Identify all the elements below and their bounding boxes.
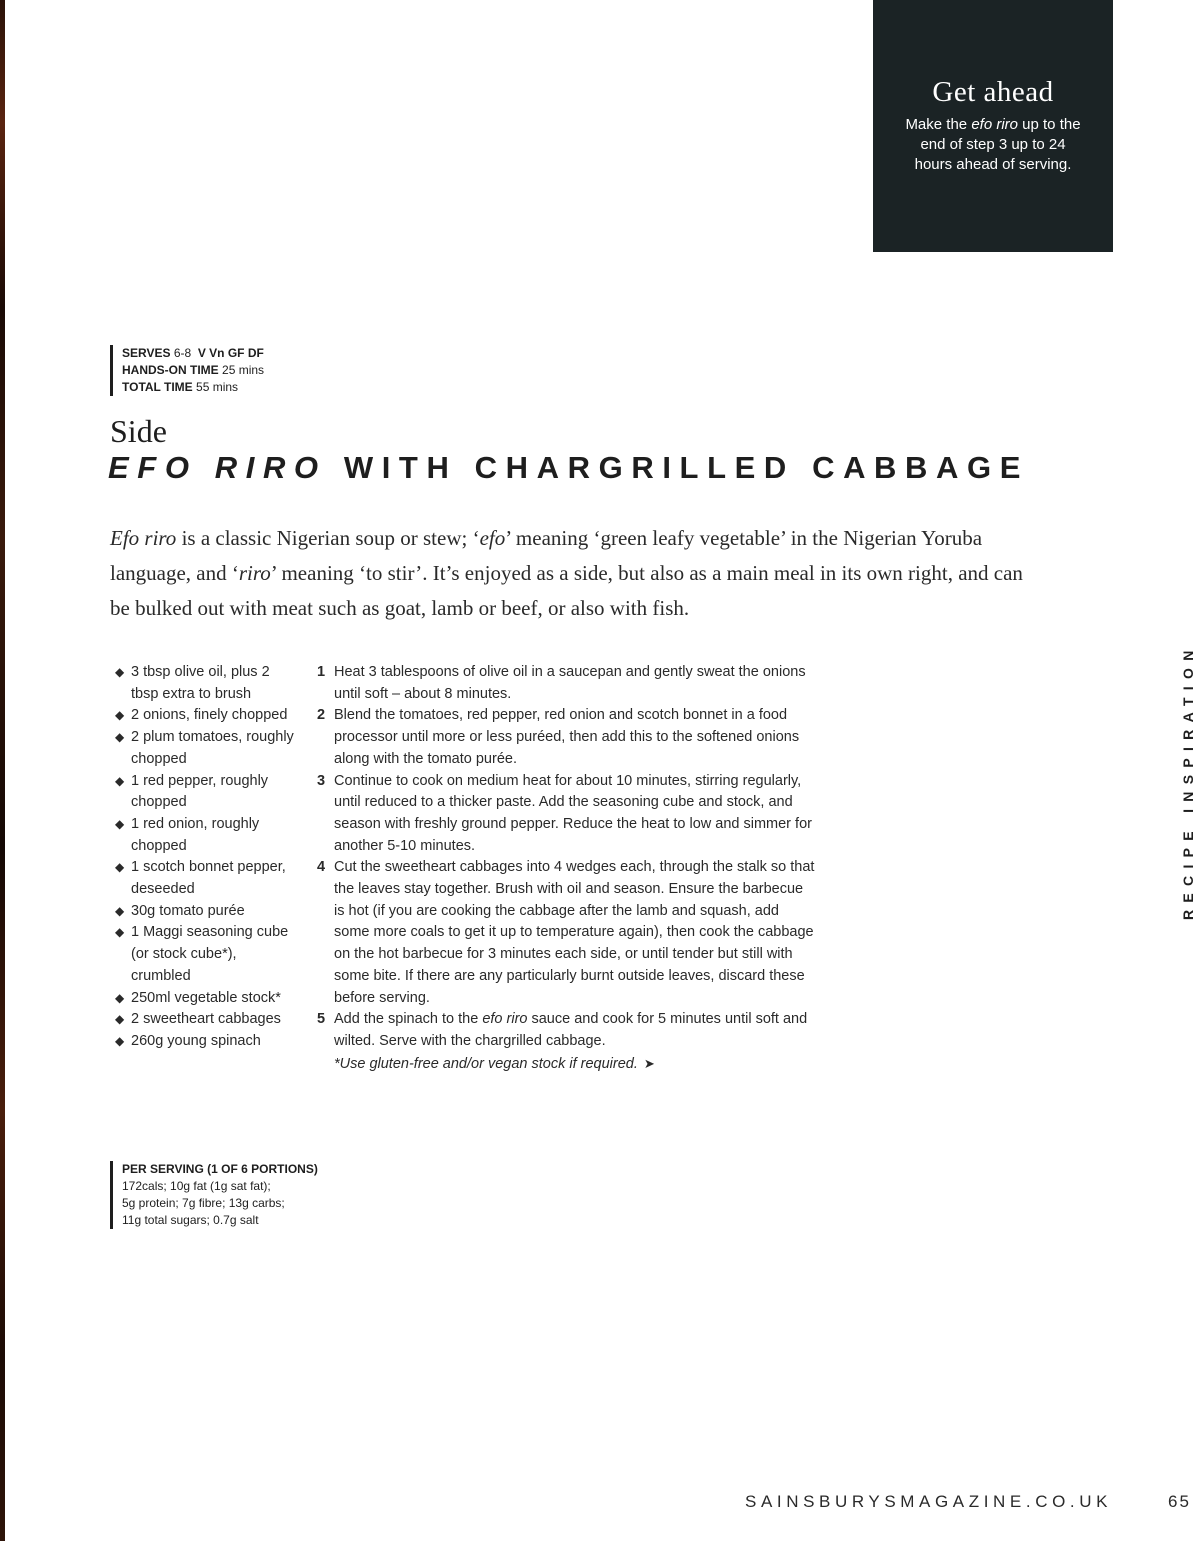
hands-on-line xyxy=(122,362,264,379)
step-text: Heat 3 tablespoons of olive oil in a saucepan and gently sweat the onions until soft – about 8 minutes. xyxy=(334,664,806,702)
recipe-title-rest: WITH CHARGRILLED CABBAGE xyxy=(343,450,1030,485)
step-number: 2 xyxy=(317,707,326,724)
section-label: RECIPE INSPIRATION xyxy=(1180,643,1196,920)
total-time-line xyxy=(122,379,264,396)
footnote-text: *Use gluten-free and/or vegan stock if required. xyxy=(334,1055,638,1072)
get-ahead-body-italic: efo riro xyxy=(971,116,1018,133)
ingredient-item: ◆ 1 red pepper, roughly chopped xyxy=(115,771,300,814)
get-ahead-body xyxy=(873,115,1113,175)
get-ahead-body-post: up to the end of step 3 up to 24 hours ahead of serving. xyxy=(914,116,1081,173)
recipe-meta xyxy=(110,345,264,396)
intro-paragraph xyxy=(110,521,1040,626)
hands-on-value: 25 mins xyxy=(222,363,265,377)
ingredient-item: ◆ 3 tbsp olive oil, plus 2 tbsp extra to brush xyxy=(115,662,300,705)
get-ahead-body-pre: Make the xyxy=(905,116,972,133)
step-number: 4 xyxy=(317,859,326,876)
step-5-italic: efo riro xyxy=(482,1011,528,1028)
method-step-3 xyxy=(317,771,817,858)
nutrition-line: 5g protein; 7g fibre; 13g carbs; xyxy=(122,1196,285,1210)
method-steps xyxy=(317,662,817,1075)
nutrition-title: PER SERVING (1 OF 6 PORTIONS) xyxy=(122,1162,318,1176)
ingredient-item: ◆ 2 onions, finely chopped xyxy=(115,705,300,727)
stock-footnote xyxy=(317,1053,817,1076)
diet-tags: V Vn GF DF xyxy=(197,346,264,360)
ingredient-item: ◆ 250ml vegetable stock* xyxy=(115,988,300,1010)
ingredients-list xyxy=(115,662,300,1053)
page-number: 65 xyxy=(1168,1492,1191,1511)
serves-value: 6-8 xyxy=(173,346,192,360)
step-number: 5 xyxy=(317,1011,326,1028)
ingredient-item: ◆ 30g tomato purée xyxy=(115,901,300,923)
recipe-title xyxy=(108,450,1029,486)
intro-text-4: ’ meaning ‘green leafy vegetable’ in the Nigerian Yoruba language, and ‘ xyxy=(110,526,983,585)
method-step-2 xyxy=(317,705,817,770)
nutrition-line: 11g total sugars; 0.7g salt xyxy=(122,1213,259,1227)
nutrition-info xyxy=(110,1161,318,1229)
ingredient-item: ◆ 260g young spinach xyxy=(115,1031,300,1053)
intro-text-2: is a classic Nigerian soup or stew; ‘ xyxy=(176,526,480,550)
serves-label: SERVES xyxy=(122,346,171,360)
recipe-title-italic: EFO RIRO xyxy=(108,450,327,485)
continue-arrow-icon: ➤ xyxy=(643,1055,655,1071)
ingredient-item: ◆ 2 sweetheart cabbages xyxy=(115,1009,300,1031)
ingredient-item: ◆ 1 scotch bonnet pepper, deseeded xyxy=(115,857,300,900)
method-step-5 xyxy=(317,1009,817,1052)
intro-text-6: ’ meaning ‘to stir’. It’s enjoyed as a side, but also as a main meal in its own right, and can be bulked out with meat such as goat, lamb or beef, or also with fish. xyxy=(110,561,1023,620)
get-ahead-title: Get ahead xyxy=(932,76,1054,108)
step-text: Continue to cook on medium heat for about 10 minutes, stirring regularly, until reduced to a thicker paste. Add the seasoning cube and stock, and season with freshly ground pepper. Reduce the heat to low and simmer for another 5-10 minutes. xyxy=(334,772,812,854)
ingredient-item: ◆ 1 red onion, roughly chopped xyxy=(115,814,300,857)
method-step-4 xyxy=(317,857,817,1009)
total-time-label: TOTAL TIME xyxy=(122,380,193,394)
step-text: Cut the sweetheart cabbages into 4 wedges each, through the stalk so that the leaves stay together. Brush with oil and season. Ensure the barbecue is hot (if you are cooking the cabbage after the lamb and squash, add some more coals to get it up to temperature again), then cook the cabbage on the hot barbecue for 3 minutes each side, or until tender but still with some bite. If there are any particularly burnt outside leaves, discard these before serving. xyxy=(334,859,815,1006)
step-number: 1 xyxy=(317,664,326,680)
step-5-pre: Add the spinach to the xyxy=(334,1011,483,1028)
step-number: 3 xyxy=(317,772,326,789)
intro-italic-1: Efo riro xyxy=(110,526,177,550)
intro-italic-5: riro xyxy=(238,561,271,585)
hands-on-label: HANDS-ON TIME xyxy=(122,363,219,377)
ingredient-item: ◆ 2 plum tomatoes, roughly chopped xyxy=(115,727,300,770)
nutrition-line: 172cals; 10g fat (1g sat fat); xyxy=(122,1179,271,1193)
recipe-intro xyxy=(110,521,1040,626)
intro-italic-3: efo xyxy=(479,526,506,550)
step-text: Blend the tomatoes, red pepper, red onion and scotch bonnet in a food processor until more or less puréed, then add this to the softened onions along with the tomato purée. xyxy=(334,707,800,767)
get-ahead-box xyxy=(873,0,1113,252)
total-time-value: 55 mins xyxy=(196,380,239,394)
step-5-post: sauce and cook for 5 minutes until soft and wilted. Serve with the chargrilled cabbage. xyxy=(334,1011,808,1049)
method-step-1 xyxy=(317,662,817,705)
edge-image-strip xyxy=(0,0,5,1541)
footer-website: SAINSBURYSMAGAZINE.CO.UK xyxy=(745,1492,1113,1511)
course-label: Side xyxy=(110,413,167,449)
serves-line xyxy=(122,345,264,362)
ingredient-item: ◆ 1 Maggi seasoning cube (or stock cube*), crumbled xyxy=(115,922,300,987)
